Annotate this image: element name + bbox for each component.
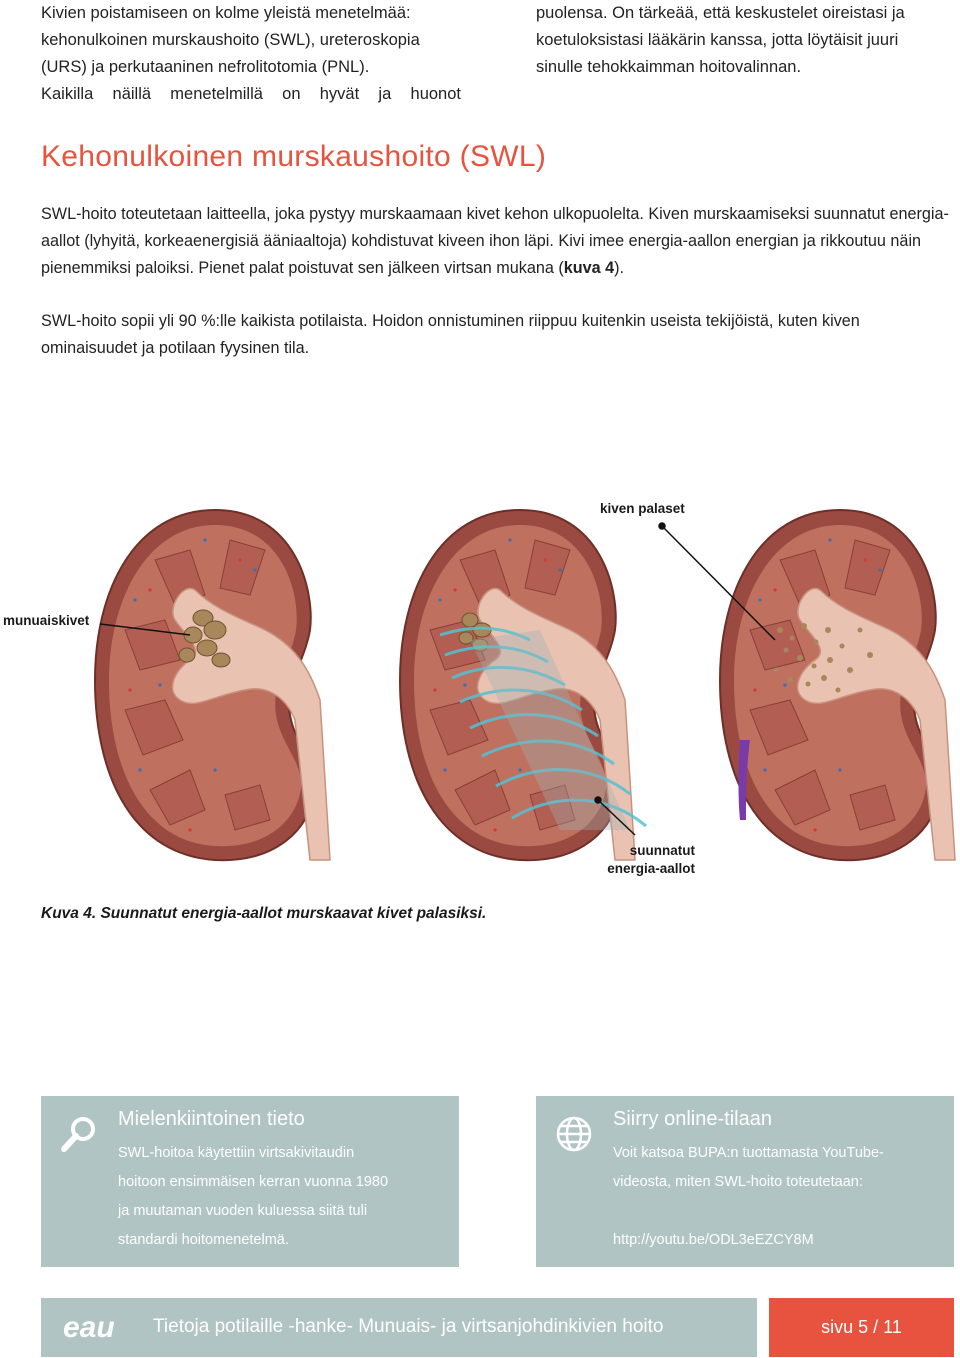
paragraph-text: SWL-hoito toteutetaan laitteella, joka pystyy murskaamaan kivet kehon ulkopuolelta. Kiven murskaamiseksi suunnatut energia-aallot (lyhyitä, korkeaenergisiä ääniaaltoja) kohdistuvat kiveen ihon läpi. Kivi imee energia-aallon energian ja rikkoutuu näin pienemmiksi paloiksi. Pienet palat poistuvat sen jälkeen virtsan mukana ( xyxy=(41,205,949,277)
kidney-with-stones xyxy=(95,510,330,860)
go-online-box xyxy=(536,1096,954,1267)
info-line: hoitoon ensimmäisen kerran vuonna 1980 xyxy=(118,1174,389,1190)
figure-caption: Kuva 4. Suunnatut energia-aallot murskaavat kivet palasiksi. xyxy=(41,905,487,922)
info-line: ja muutaman vuoden kuluessa siitä tuli xyxy=(118,1203,368,1219)
intro-line: Kaikilla näillä menetelmillä on hyvät ja huonot xyxy=(41,85,461,103)
body-paragraph: SWL-hoito sopii yli 90 %:lle kaikista potilaista. Hoidon onnistuminen riippuu kuitenkin useista tekijöistä, kuten kiven ominaisuudet ja potilaan fyysinen tila. xyxy=(41,312,860,357)
info-text xyxy=(118,1139,438,1255)
label-energy-waves-line2: energia-aallot xyxy=(607,861,695,876)
intro-line: koetuloksistasi lääkärin kanssa, jotta löytäisit juuri xyxy=(536,31,899,49)
eau-logo-text: eau xyxy=(63,1312,115,1342)
intro-line: Kivien poistamiseen on kolme yleistä menetelmää: xyxy=(41,4,411,22)
info-line: Voit katsoa BUPA:n tuottamasta YouTube- xyxy=(613,1145,884,1161)
youtube-link[interactable]: http://youtu.be/ODL3eEZCY8M xyxy=(613,1232,814,1248)
globe-icon xyxy=(554,1114,594,1154)
label-stone-fragments: kiven palaset xyxy=(600,501,685,516)
intro-left-column xyxy=(41,0,461,108)
figure-reference: kuva 4 xyxy=(563,259,615,277)
paragraph-text: ). xyxy=(614,259,625,277)
info-title: Siirry online-tilaan xyxy=(613,1108,772,1130)
footer-title: Tietoja potilaille -hanke- Munuais- ja virtsanjohdinkivien hoito xyxy=(153,1316,664,1337)
eau-logo xyxy=(63,1312,141,1342)
magnifier-icon xyxy=(59,1114,99,1154)
info-line: videosta, miten SWL-hoito toteutetaan: xyxy=(613,1174,863,1190)
info-line: standardi hoitomenetelmä. xyxy=(118,1232,289,1248)
kidney-figure xyxy=(0,440,960,900)
footer-bar xyxy=(41,1298,757,1357)
intro-line: (URS) ja perkutaaninen nefrolitotomia (PNL). xyxy=(41,58,370,76)
body-paragraph xyxy=(41,201,956,282)
page-number: sivu 5 / 11 xyxy=(769,1298,954,1357)
info-text xyxy=(613,1139,933,1255)
intro-line: kehonulkoinen murskaushoito (SWL), ureteroskopia xyxy=(41,31,420,49)
intro-line: sinulle tehokkaimman hoitovalinnan. xyxy=(536,58,802,76)
info-title: Mielenkiintoinen tieto xyxy=(118,1108,305,1130)
interesting-fact-box xyxy=(41,1096,459,1267)
label-kidney-stones: munuaiskivet xyxy=(3,613,90,628)
info-spacer xyxy=(613,1197,933,1226)
intro-right-column xyxy=(536,0,954,81)
label-energy-waves xyxy=(601,842,695,878)
section-heading: Kehonulkoinen murskaushoito (SWL) xyxy=(41,140,547,173)
intro-line: puolensa. On tärkeää, että keskustelet oireistasi ja xyxy=(536,4,905,22)
kidney-after-treatment xyxy=(720,510,955,860)
label-energy-waves-line1: suunnatut xyxy=(629,843,695,858)
kidney-illustration xyxy=(0,440,960,900)
info-line: SWL-hoitoa käytettiin virtsakivitaudin xyxy=(118,1145,355,1161)
